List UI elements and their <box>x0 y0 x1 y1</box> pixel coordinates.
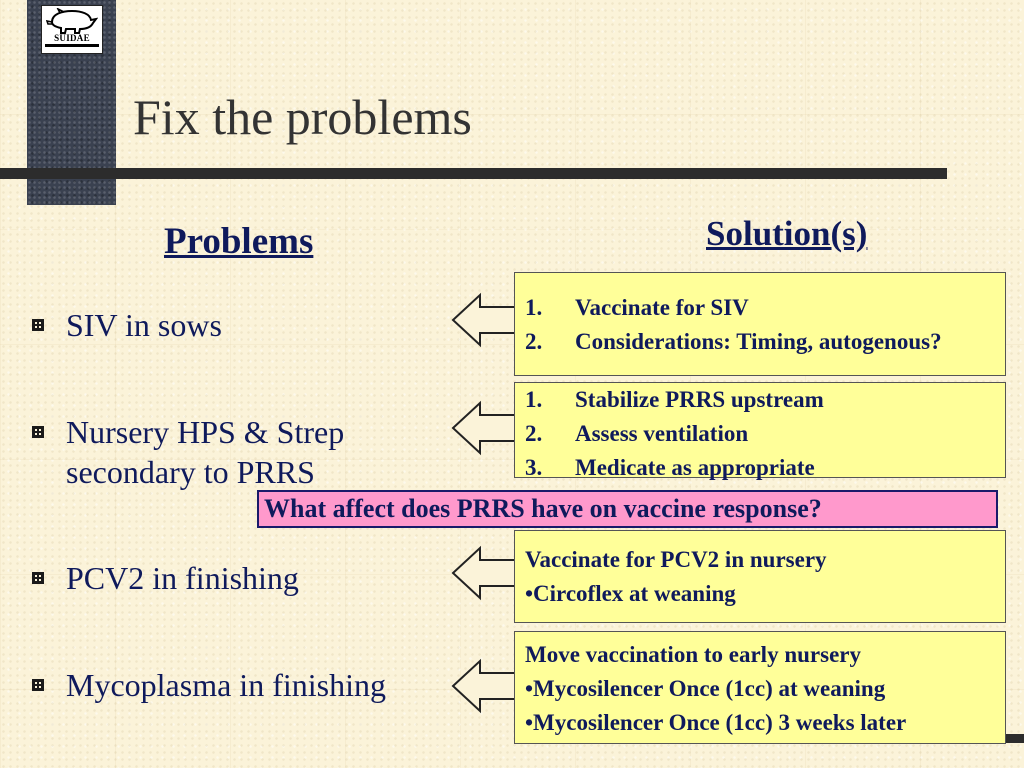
item-text: Considerations: Timing, autogenous? <box>575 329 942 354</box>
problem-line: SIV in sows <box>66 307 222 343</box>
problem-line: Mycoplasma in finishing <box>66 667 386 703</box>
square-bullet-icon <box>32 572 44 584</box>
solution-box-pcv2 <box>514 530 1006 623</box>
item-text: Stabilize PRRS upstream <box>575 387 824 412</box>
solution-box-siv <box>514 272 1006 376</box>
solution-item <box>525 451 1005 485</box>
slide-title: Fix the problems <box>133 89 472 145</box>
company-logo <box>41 5 103 54</box>
item-number: 2. <box>525 329 543 354</box>
problem-line: Nursery HPS & Strep <box>66 414 345 450</box>
problem-mycoplasma <box>66 665 386 705</box>
item-number: 2. <box>525 421 543 446</box>
pig-logo-icon <box>46 8 98 34</box>
problem-hps-strep <box>66 412 344 492</box>
problem-siv <box>66 305 222 345</box>
prrs-question-callout: What affect does PRRS have on vaccine response? <box>257 490 998 528</box>
item-number: 1. <box>525 295 543 320</box>
solution-item <box>525 383 1005 417</box>
logo-underline <box>45 44 99 47</box>
solution-item <box>525 417 1005 451</box>
solution-line: •Circoflex at weaning <box>525 581 736 606</box>
left-arrow-icon <box>450 292 518 348</box>
solution-line: •Mycosilencer Once (1cc) 3 weeks later <box>525 710 907 735</box>
square-bullet-icon <box>32 679 44 691</box>
problem-line: PCV2 in finishing <box>66 560 299 596</box>
item-number: 3. <box>525 455 543 480</box>
square-bullet-icon <box>32 319 44 331</box>
solution-line: Vaccinate for PCV2 in nursery <box>525 547 827 572</box>
title-divider <box>0 168 947 179</box>
solution-box-hps-strep <box>514 382 1006 478</box>
solution-item <box>525 291 1005 325</box>
left-arrow-icon <box>450 658 518 714</box>
square-bullet-icon <box>32 426 44 438</box>
solution-list <box>525 383 1005 485</box>
item-text: Medicate as appropriate <box>575 455 815 480</box>
solution-item <box>525 325 1005 359</box>
item-text: Vaccinate for SIV <box>575 295 749 320</box>
left-arrow-icon <box>450 400 518 456</box>
item-text: Assess ventilation <box>575 421 749 446</box>
problems-header: Problems <box>164 221 314 262</box>
problem-pcv2 <box>66 558 299 598</box>
problem-line: secondary to PRRS <box>66 454 315 490</box>
logo-text: SUIDAE <box>54 33 90 43</box>
left-arrow-icon <box>450 545 518 601</box>
solution-line: Move vaccination to early nursery <box>525 642 861 667</box>
solutions-header: Solution(s) <box>706 214 868 253</box>
solution-box-mycoplasma <box>514 631 1006 744</box>
solution-list <box>525 291 1005 359</box>
solution-line: •Mycosilencer Once (1cc) at weaning <box>525 676 886 701</box>
item-number: 1. <box>525 387 543 412</box>
